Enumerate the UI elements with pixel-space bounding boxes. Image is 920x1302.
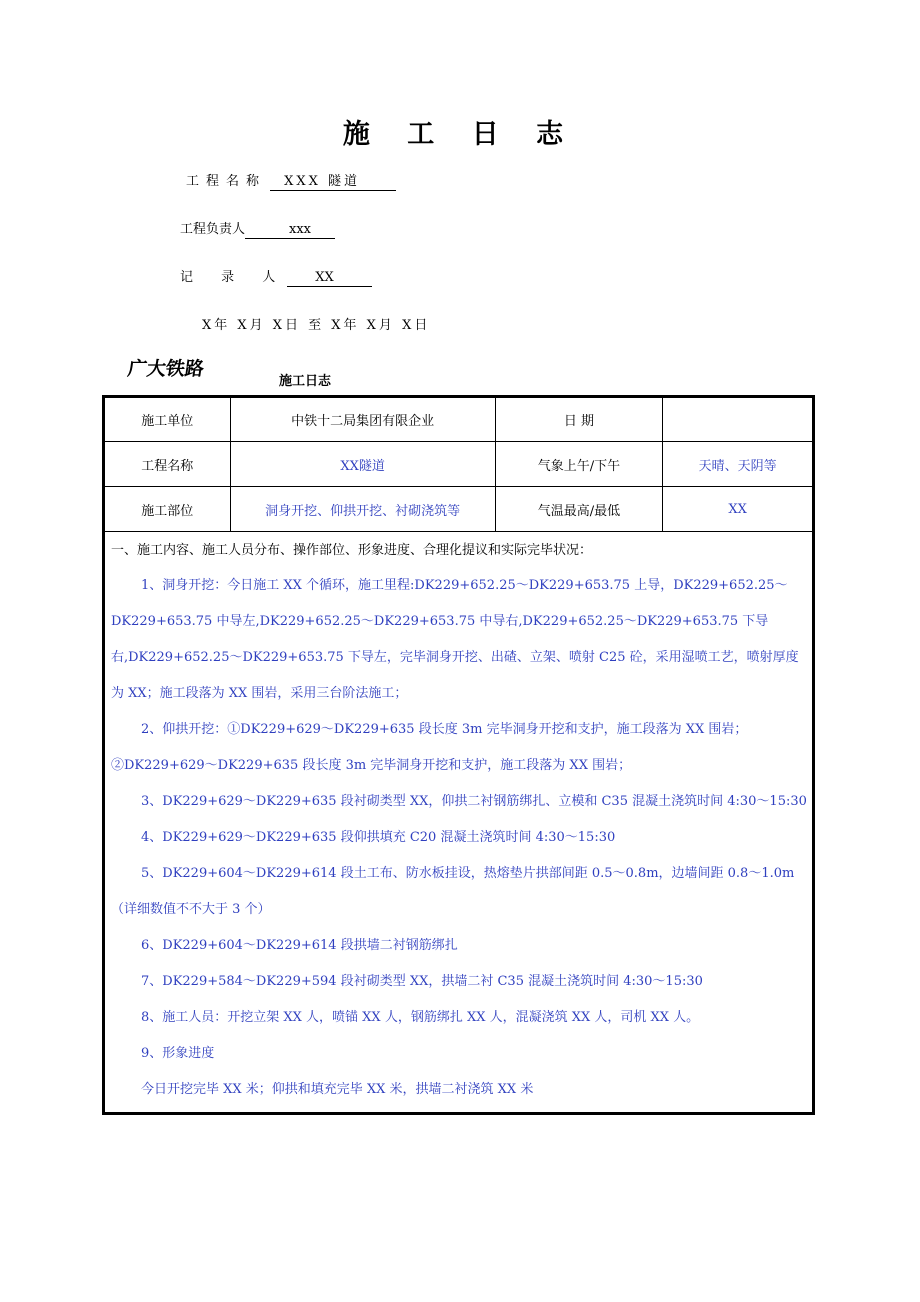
- project-name-value: XXX 隧道: [270, 174, 396, 191]
- content-item: 2、仰拱开挖：①DK229+629～DK229+635 段长度 3m 完毕洞身开挖和支护，施工段落为 XX 围岩；②DK229+629～DK229+635 段长度 3m 完毕洞身开挖和支护，施工段落为 XX 围岩；: [111, 722, 748, 773]
- table-row: [104, 532, 814, 1114]
- recorder-line: [180, 266, 372, 287]
- project-name-label: 工程名称: [186, 174, 267, 189]
- construction-part-label: 施工部位: [104, 487, 231, 532]
- content-item: 4、DK229+629～DK229+635 段仰拱填充 C20 混凝土浇筑时间 4:30～15:30: [141, 830, 616, 845]
- project-manager-value: xxx: [245, 222, 335, 239]
- content-item: 3、DK229+629～DK229+635 段衬砌类型 XX，仰拱二衬钢筋绑扎、立模和 C35 混凝土浇筑时间 4:30～15:30: [141, 794, 807, 809]
- recorder-value: XX: [287, 270, 372, 287]
- content-header: 一、施工内容、施工人员分布、操作部位、形象进度、合理化提议和实际完毕状况：: [111, 543, 593, 558]
- content-item: 7、DK229+584～DK229+594 段衬砌类型 XX，拱墙二衬 C35 混凝土浇筑时间 4:30～15:30: [141, 974, 703, 989]
- recorder-label: 记 录 人: [180, 270, 288, 285]
- date-label: 日 期: [495, 397, 663, 442]
- construction-unit-label: 施工单位: [104, 397, 231, 442]
- construction-part-value: 洞身开挖、仰拱开挖、衬砌浇筑等: [230, 487, 495, 532]
- table-row: [104, 442, 814, 487]
- content-item: 8、施工人员：开挖立架 XX 人，喷锚 XX 人，钢筋绑扎 XX 人，混凝浇筑 XX 人，司机 XX 人。: [141, 1010, 700, 1025]
- project-name-line: [186, 170, 396, 191]
- weather-label: 气象上午/下午: [495, 442, 663, 487]
- project-name-cell-value: XX隧道: [230, 442, 495, 487]
- page-title: 施 工 日 志: [342, 119, 578, 150]
- construction-content-cell: [104, 532, 814, 1114]
- company-logo: 广大铁路: [126, 358, 206, 380]
- content-item: 6、DK229+604～DK229+614 段拱墙二衬钢筋绑扎: [141, 938, 458, 953]
- project-manager-label: 工程负责人: [180, 222, 246, 237]
- date-value: [663, 397, 814, 442]
- log-subtitle: 施工日志: [279, 374, 332, 389]
- weather-value: 天晴、天阴等: [663, 442, 814, 487]
- table-row: [104, 487, 814, 532]
- construction-log-table: [102, 395, 815, 1115]
- content-item: 9、形象进度: [141, 1046, 215, 1061]
- content-item: 5、DK229+604～DK229+614 段土工布、防水板挂设，热熔垫片拱部间距 0.5～0.8m，边墙间距 0.8～1.0m（详细数值不不大于 3 个）: [111, 866, 795, 917]
- content-item: 1、洞身开挖：今日施工 XX 个循环，施工里程:DK229+652.25～DK229+653.75 上导，DK229+652.25～DK229+653.75 中导左,DK229+652.25～DK229+653.75 中导右,DK229+652.25～DK229+653.75 下导右,DK229+652.25～DK229+653.75 下导左，完毕洞身开挖、出碴、立架、喷射 C25 砼，采用湿喷工艺，喷射厚度为 XX；施工段落为 XX 围岩，采用三台阶法施工；: [111, 578, 799, 701]
- content-item: 今日开挖完毕 XX 米；仰拱和填充完毕 XX 米，拱墙二衬浇筑 XX 米: [141, 1082, 534, 1097]
- temperature-label: 气温最高/最低: [495, 487, 663, 532]
- construction-unit-value: 中铁十二局集团有限企业: [230, 397, 495, 442]
- table-row: [104, 397, 814, 442]
- temperature-value: XX: [663, 487, 814, 532]
- project-manager-line: [180, 218, 335, 239]
- project-name-cell-label: 工程名称: [104, 442, 231, 487]
- date-period: X年 X月 X日 至 X年 X月 X日: [202, 318, 431, 333]
